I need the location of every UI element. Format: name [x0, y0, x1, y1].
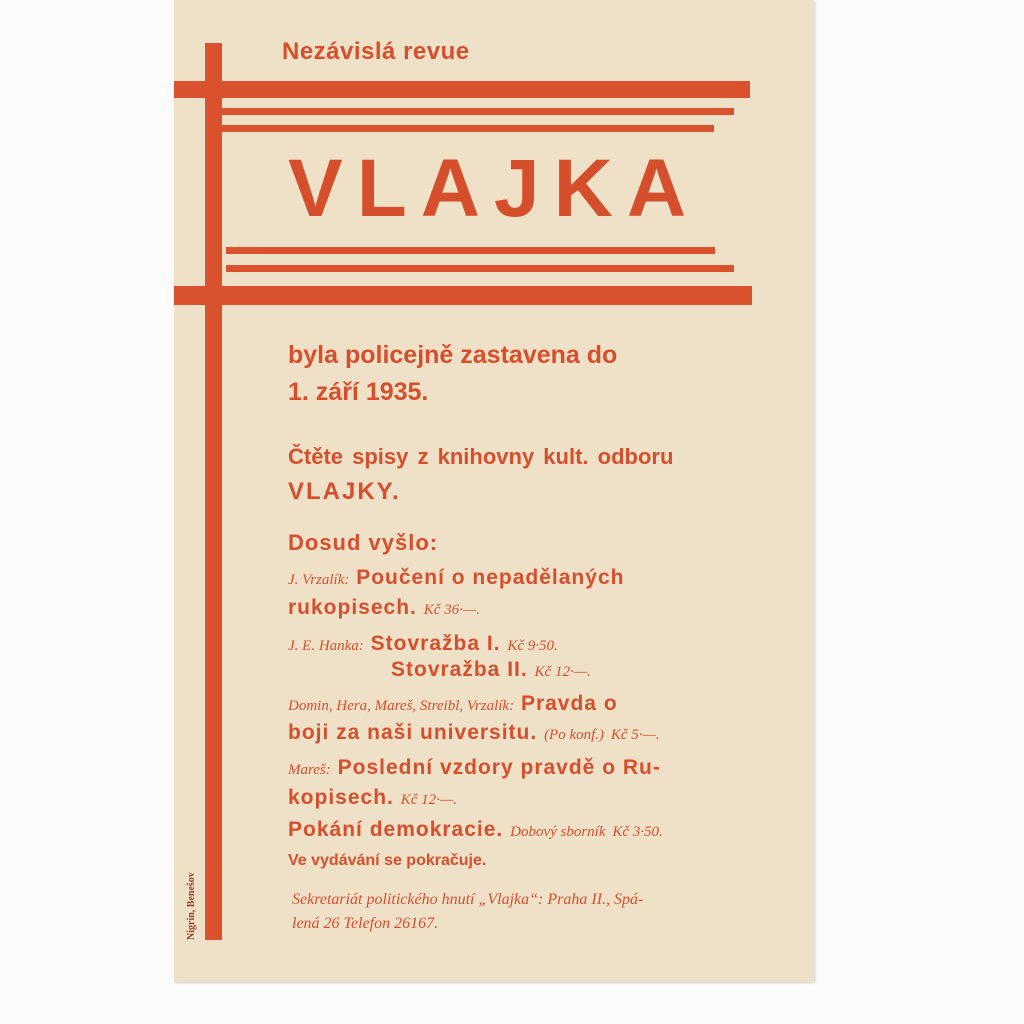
library-line-1: Čtěte spisy z knihovny kult. odboru [288, 444, 674, 469]
entry-note: (Po konf.) [544, 727, 605, 743]
bottom-stripe-1 [226, 247, 715, 254]
library-line-2: VLAJKY. [288, 478, 401, 505]
list-item [288, 818, 663, 842]
list-heading: Dosud vyšlo: [288, 530, 439, 555]
top-stripe-1 [174, 81, 750, 98]
top-stripe-3 [222, 125, 714, 132]
notice-line-2: 1. září 1935. [288, 378, 429, 406]
continuation-note: Ve vydávání se pokračuje. [288, 852, 487, 869]
vertical-staff-bar [205, 43, 222, 940]
printer-imprint: Nigrin, Benešov [186, 872, 197, 940]
footer-line-1: Sekretariát politického hnutí „Vlajka“: Praha II., Spá- [292, 891, 644, 908]
entry-title: boji za naši universitu. [288, 721, 538, 744]
entry-title: Poučení o nepadělaných [356, 566, 625, 589]
entry-title: kopisech. [288, 786, 394, 809]
list-item [288, 786, 457, 810]
list-item [288, 721, 660, 745]
masthead-title: VLAJKA [288, 143, 701, 234]
entry-title: Pokání demokracie. [288, 818, 504, 841]
entry-price: Kč 9·50. [507, 638, 558, 654]
entry-price: Kč 12·—. [400, 792, 457, 808]
footer-line-2: lená 26 Telefon 26167. [292, 915, 439, 932]
revue-label: Nezávislá revue [282, 38, 470, 65]
entry-price: Kč 5·—. [610, 727, 660, 743]
entry-title: Poslední vzdory pravdě o Ru- [337, 756, 661, 779]
list-item [288, 692, 618, 716]
list-item [288, 566, 624, 590]
entry-title: Pravda o [520, 692, 618, 715]
entry-author: Domin, Hera, Mareš, Streibl, Vrzalík: [288, 698, 515, 714]
bottom-stripe-3 [174, 286, 752, 305]
entry-title: Stovražba II. [391, 658, 528, 681]
entry-author: J. E. Hanka: [288, 638, 364, 654]
list-item [288, 596, 480, 620]
entry-price: Kč 12·—. [534, 664, 591, 680]
list-item [288, 632, 558, 656]
notice-line-1: byla policejně zastavena do [288, 341, 618, 369]
list-item [288, 756, 661, 780]
entry-author: Mareš: [288, 762, 331, 778]
entry-price: Kč 36·—. [423, 602, 480, 618]
bottom-stripe-2 [226, 265, 734, 272]
list-item [391, 658, 591, 682]
entry-title: rukopisech. [288, 596, 417, 619]
entry-title: Stovražba I. [370, 632, 501, 655]
entry-note: Dobový sborník [510, 824, 606, 840]
entry-price: Kč 3·50. [612, 824, 663, 840]
entry-author: J. Vrzalík: [288, 572, 350, 588]
top-stripe-2 [222, 108, 734, 115]
